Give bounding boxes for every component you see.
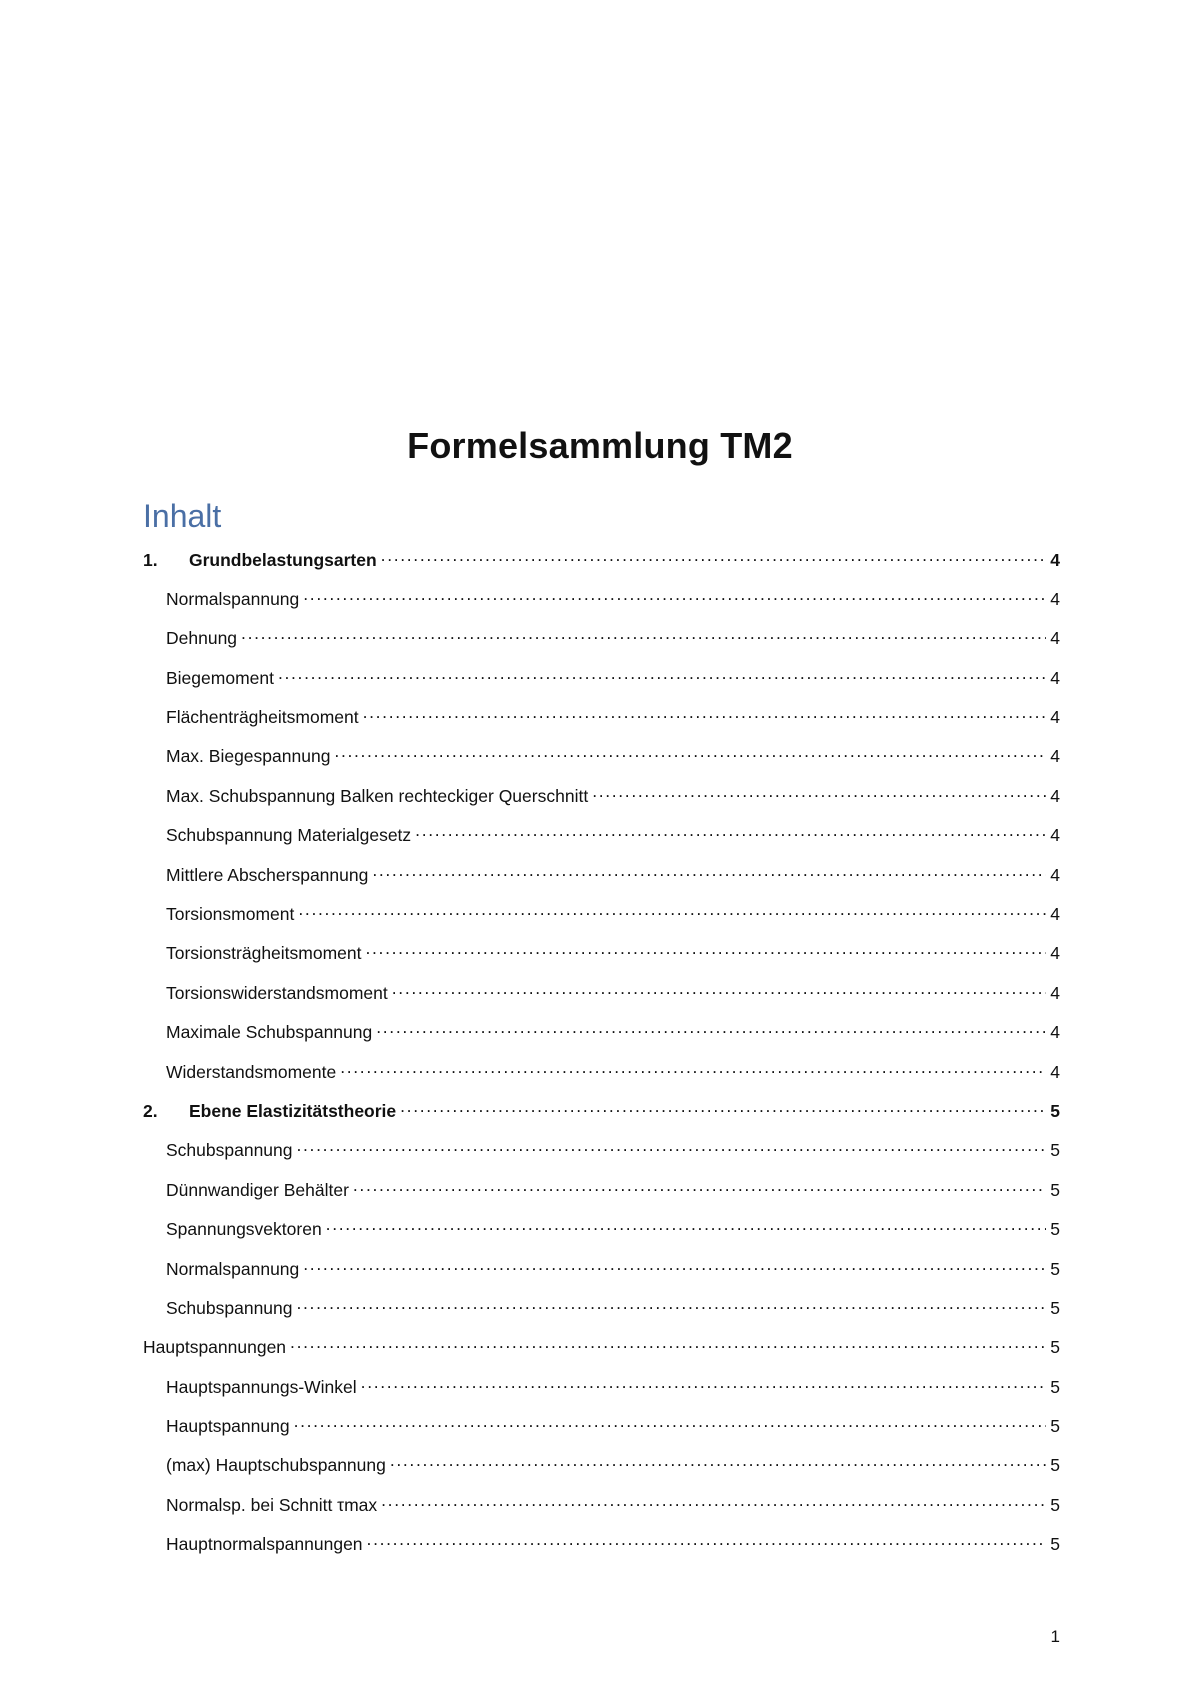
toc-entry[interactable] (143, 1099, 1060, 1138)
toc-entry-page: 4 (1050, 1061, 1060, 1082)
toc-entry-page: 5 (1050, 1337, 1060, 1358)
toc-dot-leader (381, 1493, 1046, 1511)
toc-entry-page: 4 (1050, 1022, 1060, 1043)
toc-entry[interactable] (143, 1375, 1060, 1414)
toc-dot-leader (372, 863, 1046, 881)
toc-entry[interactable] (143, 981, 1060, 1020)
toc-entry[interactable] (143, 942, 1060, 981)
toc-dot-leader (366, 942, 1047, 960)
toc-dot-leader (241, 627, 1046, 645)
toc-entry[interactable] (143, 1178, 1060, 1217)
toc-entry-label: Grundbelastungsarten (189, 549, 377, 570)
toc-entry[interactable] (143, 1415, 1060, 1454)
toc-entry-label: Widerstandsmomente (166, 1061, 337, 1082)
toc-dot-leader (400, 1099, 1046, 1117)
toc-entry-label: Dehnung (166, 628, 238, 649)
toc-entry-label: Mittlere Abscherspannung (166, 864, 369, 885)
table-of-contents (143, 548, 1060, 1572)
toc-dot-leader (278, 666, 1046, 684)
toc-entry-page: 5 (1050, 1100, 1060, 1121)
toc-entry-label: Dünnwandiger Behälter (166, 1179, 349, 1200)
toc-entry-label: Maximale Schubspannung (166, 1022, 373, 1043)
toc-entry-label: Normalsp. bei Schnitt τmax (166, 1494, 378, 1515)
toc-entry[interactable] (143, 1218, 1060, 1257)
toc-entry-page: 4 (1050, 746, 1060, 767)
toc-entry[interactable] (143, 587, 1060, 626)
toc-entry[interactable] (143, 863, 1060, 902)
toc-entry[interactable] (143, 1336, 1060, 1375)
toc-entry[interactable] (143, 1454, 1060, 1493)
toc-entry-label: Torsionsträgheitsmoment (166, 943, 362, 964)
toc-entry[interactable] (143, 1493, 1060, 1532)
toc-dot-leader (334, 745, 1046, 763)
toc-dot-leader (353, 1178, 1046, 1196)
toc-entry-page: 5 (1050, 1297, 1060, 1318)
toc-entry[interactable] (143, 745, 1060, 784)
toc-entry-page: 4 (1050, 549, 1060, 570)
toc-dot-leader (298, 903, 1046, 921)
toc-entry[interactable] (143, 824, 1060, 863)
toc-dot-leader (303, 587, 1046, 605)
toc-entry-page: 5 (1050, 1258, 1060, 1279)
toc-entry-page: 5 (1050, 1416, 1060, 1437)
toc-entry-page: 5 (1050, 1455, 1060, 1476)
toc-entry-page: 5 (1050, 1179, 1060, 1200)
toc-dot-leader (340, 1060, 1046, 1078)
toc-dot-leader (390, 1454, 1046, 1472)
toc-entry-number: 1. (143, 549, 158, 570)
toc-entry-page: 5 (1050, 1376, 1060, 1397)
toc-entry-label: Flächenträgheitsmoment (166, 707, 359, 728)
toc-entry-label: Normalspannung (166, 1258, 300, 1279)
toc-entry-label: Normalspannung (166, 588, 300, 609)
toc-entry-page: 4 (1050, 904, 1060, 925)
toc-dot-leader (290, 1336, 1046, 1354)
toc-entry[interactable] (143, 784, 1060, 823)
toc-entry-label: Torsionswiderstandsmoment (166, 982, 388, 1003)
toc-entry[interactable] (143, 1533, 1060, 1572)
toc-entry-label: Schubspannung Materialgesetz (166, 825, 412, 846)
toc-entry-page: 5 (1050, 1140, 1060, 1161)
toc-entry-number: 2. (143, 1100, 158, 1121)
toc-entry-page: 5 (1050, 1494, 1060, 1515)
toc-entry-label: Spannungsvektoren (166, 1219, 322, 1240)
toc-entry-label: Torsionsmoment (166, 904, 295, 925)
page-number: 1 (1050, 1627, 1060, 1646)
toc-entry[interactable] (143, 1257, 1060, 1296)
toc-entry-page: 5 (1050, 1534, 1060, 1555)
toc-entry[interactable] (143, 903, 1060, 942)
toc-entry-label: Ebene Elastizitätstheorie (189, 1100, 397, 1121)
toc-dot-leader (326, 1218, 1046, 1236)
toc-dot-leader (392, 981, 1046, 999)
toc-entry-label: Hauptspannungs-Winkel (166, 1376, 357, 1397)
toc-entry-page: 4 (1050, 785, 1060, 806)
toc-dot-leader (415, 824, 1046, 842)
toc-entry-label: Max. Schubspannung Balken rechteckiger Querschnitt (166, 785, 589, 806)
toc-entry-page: 4 (1050, 707, 1060, 728)
document-title: Formelsammlung TM2 (407, 425, 793, 466)
toc-entry[interactable] (143, 548, 1060, 587)
toc-entry[interactable] (143, 1296, 1060, 1335)
toc-dot-leader (303, 1257, 1046, 1275)
toc-entry-page: 4 (1050, 628, 1060, 649)
toc-dot-leader (297, 1139, 1047, 1157)
toc-entry-label: (max) Hauptschubspannung (166, 1455, 386, 1476)
toc-entry-page: 4 (1050, 667, 1060, 688)
toc-dot-leader (376, 1021, 1046, 1039)
toc-entry[interactable] (143, 666, 1060, 705)
toc-entry[interactable] (143, 706, 1060, 745)
toc-entry-label: Hauptnormalspannungen (166, 1534, 363, 1555)
toc-entry[interactable] (143, 1060, 1060, 1099)
toc-entry-page: 4 (1050, 588, 1060, 609)
toc-entry-label: Biegemoment (166, 667, 274, 688)
toc-entry-label: Schubspannung (166, 1297, 293, 1318)
toc-entry-page: 4 (1050, 943, 1060, 964)
toc-entry-page: 4 (1050, 825, 1060, 846)
toc-dot-leader (361, 1375, 1046, 1393)
toc-dot-leader (363, 706, 1046, 724)
toc-entry-label: Max. Biegespannung (166, 746, 331, 767)
toc-entry-label: Hauptspannungen (143, 1337, 287, 1358)
toc-dot-leader (294, 1415, 1046, 1433)
toc-entry-page: 5 (1050, 1219, 1060, 1240)
toc-entry-page: 4 (1050, 864, 1060, 885)
toc-entry-label: Hauptspannung (166, 1416, 290, 1437)
toc-dot-leader (381, 548, 1046, 566)
toc-dot-leader (297, 1296, 1047, 1314)
toc-entry[interactable] (143, 627, 1060, 666)
toc-entry-label: Schubspannung (166, 1140, 293, 1161)
toc-entry[interactable] (143, 1021, 1060, 1060)
toc-entry[interactable] (143, 1139, 1060, 1178)
toc-dot-leader (367, 1533, 1046, 1551)
toc-dot-leader (592, 784, 1046, 802)
toc-entry-page: 4 (1050, 982, 1060, 1003)
toc-heading: Inhalt (143, 498, 222, 534)
